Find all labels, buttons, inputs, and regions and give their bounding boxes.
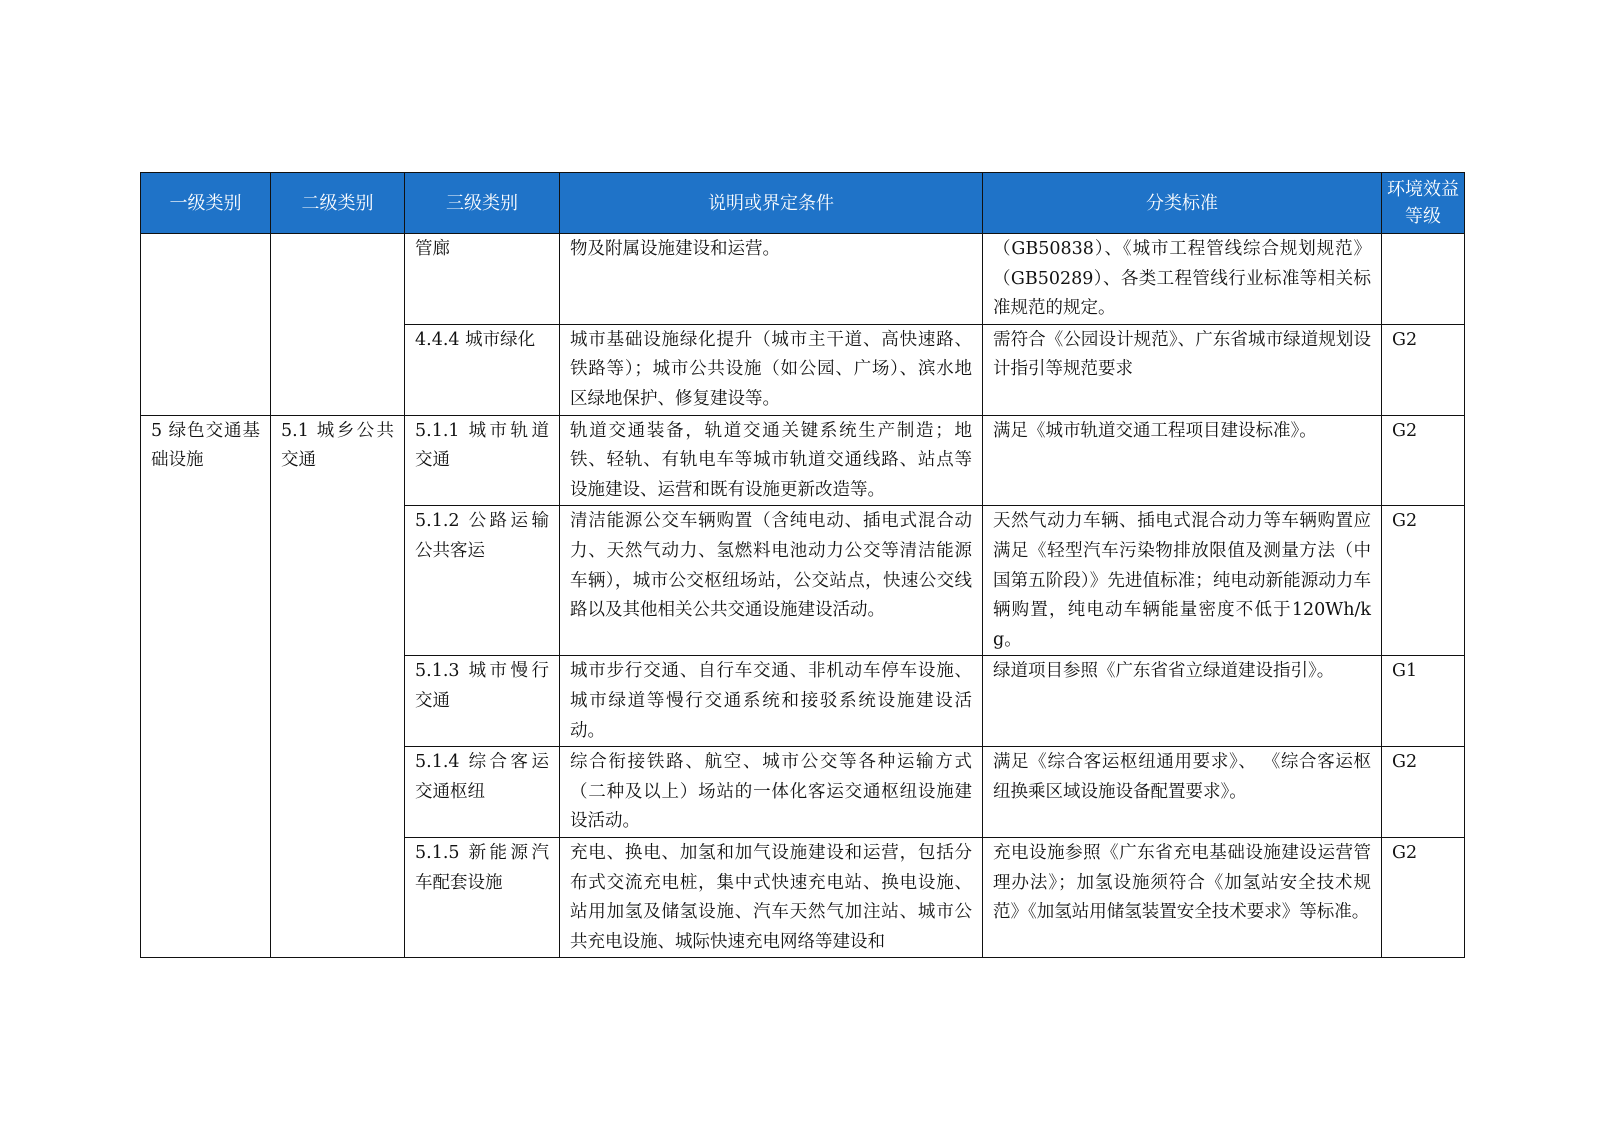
level3-cell: 管廊 <box>405 234 560 325</box>
header-row <box>141 173 1465 234</box>
description-cell: 物及附属设施建设和运营。 <box>560 234 983 325</box>
grade-cell: G1 <box>1382 656 1465 747</box>
grade-cell <box>1382 234 1465 325</box>
description-cell: 综合衔接铁路、航空、城市公交等各种运输方式（二种及以上）场站的一体化客运交通枢纽设施建设活动。 <box>560 747 983 838</box>
level2-cell: 5.1 城乡公共交通 <box>271 415 405 957</box>
standard-cell: 需符合《公园设计规范》、广东省城市绿道规划设计指引等规范要求 <box>983 324 1382 415</box>
header-grade: 环境效益等级 <box>1382 173 1465 234</box>
level3-cell: 4.4.4 城市绿化 <box>405 324 560 415</box>
header-level1: 一级类别 <box>141 173 271 234</box>
description-text: 充电、换电、加氢和加气设施建设和运营，包括分布式交流充电桩，集中式快速充电站、换电设施、站用加氢及储氢设施、汽车天然气加注站、城市公共充电设施、城际快速充电网络等建设和 <box>570 842 972 952</box>
description-cell: 清洁能源公交车辆购置（含纯电动、插电式混合动力、天然气动力、氢燃料电池动力公交等清洁能源车辆），城市公交枢纽场站，公交站点，快速公交线路以及其他相关公共交通设施建设活动。 <box>560 506 983 656</box>
level3-cell: 5.1.1 城市轨道交通 <box>405 415 560 506</box>
level3-cell: 5.1.5 新能源汽车配套设施 <box>405 837 560 957</box>
level2-cell <box>271 234 405 416</box>
table-row <box>141 234 1465 325</box>
standard-cell <box>983 837 1382 957</box>
header-level2: 二级类别 <box>271 173 405 234</box>
standard-cell: （GB50838）、《城市工程管线综合规划规范》（GB50289）、各类工程管线行业标准等相关标准规范的规定。 <box>983 234 1382 325</box>
grade-cell: G2 <box>1382 747 1465 838</box>
grade-cell: G2 <box>1382 415 1465 506</box>
grade-cell: G2 <box>1382 506 1465 656</box>
description-cell: 城市步行交通、自行车交通、非机动车停车设施、城市绿道等慢行交通系统和接驳系统设施建设活动。 <box>560 656 983 747</box>
level3-cell: 5.1.2 公路运输公共客运 <box>405 506 560 656</box>
standard-cell: 满足《综合客运枢纽通用要求》、 《综合客运枢纽换乘区域设施设备配置要求》。 <box>983 747 1382 838</box>
grade-cell: G2 <box>1382 324 1465 415</box>
header-description: 说明或界定条件 <box>560 173 983 234</box>
header-standard: 分类标准 <box>983 173 1382 234</box>
description-cell <box>560 837 983 957</box>
grade-cell: G2 <box>1382 837 1465 957</box>
standard-cell: 满足《城市轨道交通工程项目建设标准》。 <box>983 415 1382 506</box>
standard-cell: 天然气动力车辆、插电式混合动力等车辆购置应满足《轻型汽车污染物排放限值及测量方法（中国第五阶段）》先进值标准；纯电动新能源动力车辆购置，纯电动车辆能量密度不低于120Wh/kg。 <box>983 506 1382 656</box>
description-cell: 城市基础设施绿化提升（城市主干道、高快速路、铁路等）；城市公共设施（如公园、广场）、滨水地区绿地保护、修复建设等。 <box>560 324 983 415</box>
table-row <box>141 415 1465 506</box>
standard-cell: 绿道项目参照《广东省省立绿道建设指引》。 <box>983 656 1382 747</box>
classification-table <box>140 172 1465 958</box>
level1-cell <box>141 234 271 416</box>
description-cell: 轨道交通装备，轨道交通关键系统生产制造；地铁、轻轨、有轨电车等城市轨道交通线路、站点等设施建设、运营和既有设施更新改造等。 <box>560 415 983 506</box>
level3-cell: 5.1.3 城市慢行交通 <box>405 656 560 747</box>
level3-cell: 5.1.4 综合客运交通枢纽 <box>405 747 560 838</box>
standard-text: 充电设施参照《广东省充电基础设施建设运营管理办法》；加氢设施须符合《加氢站安全技术规范》《加氢站用储氢装置安全技术要求》等标准。 <box>993 842 1371 923</box>
header-level3: 三级类别 <box>405 173 560 234</box>
level1-cell: 5 绿色交通基础设施 <box>141 415 271 957</box>
